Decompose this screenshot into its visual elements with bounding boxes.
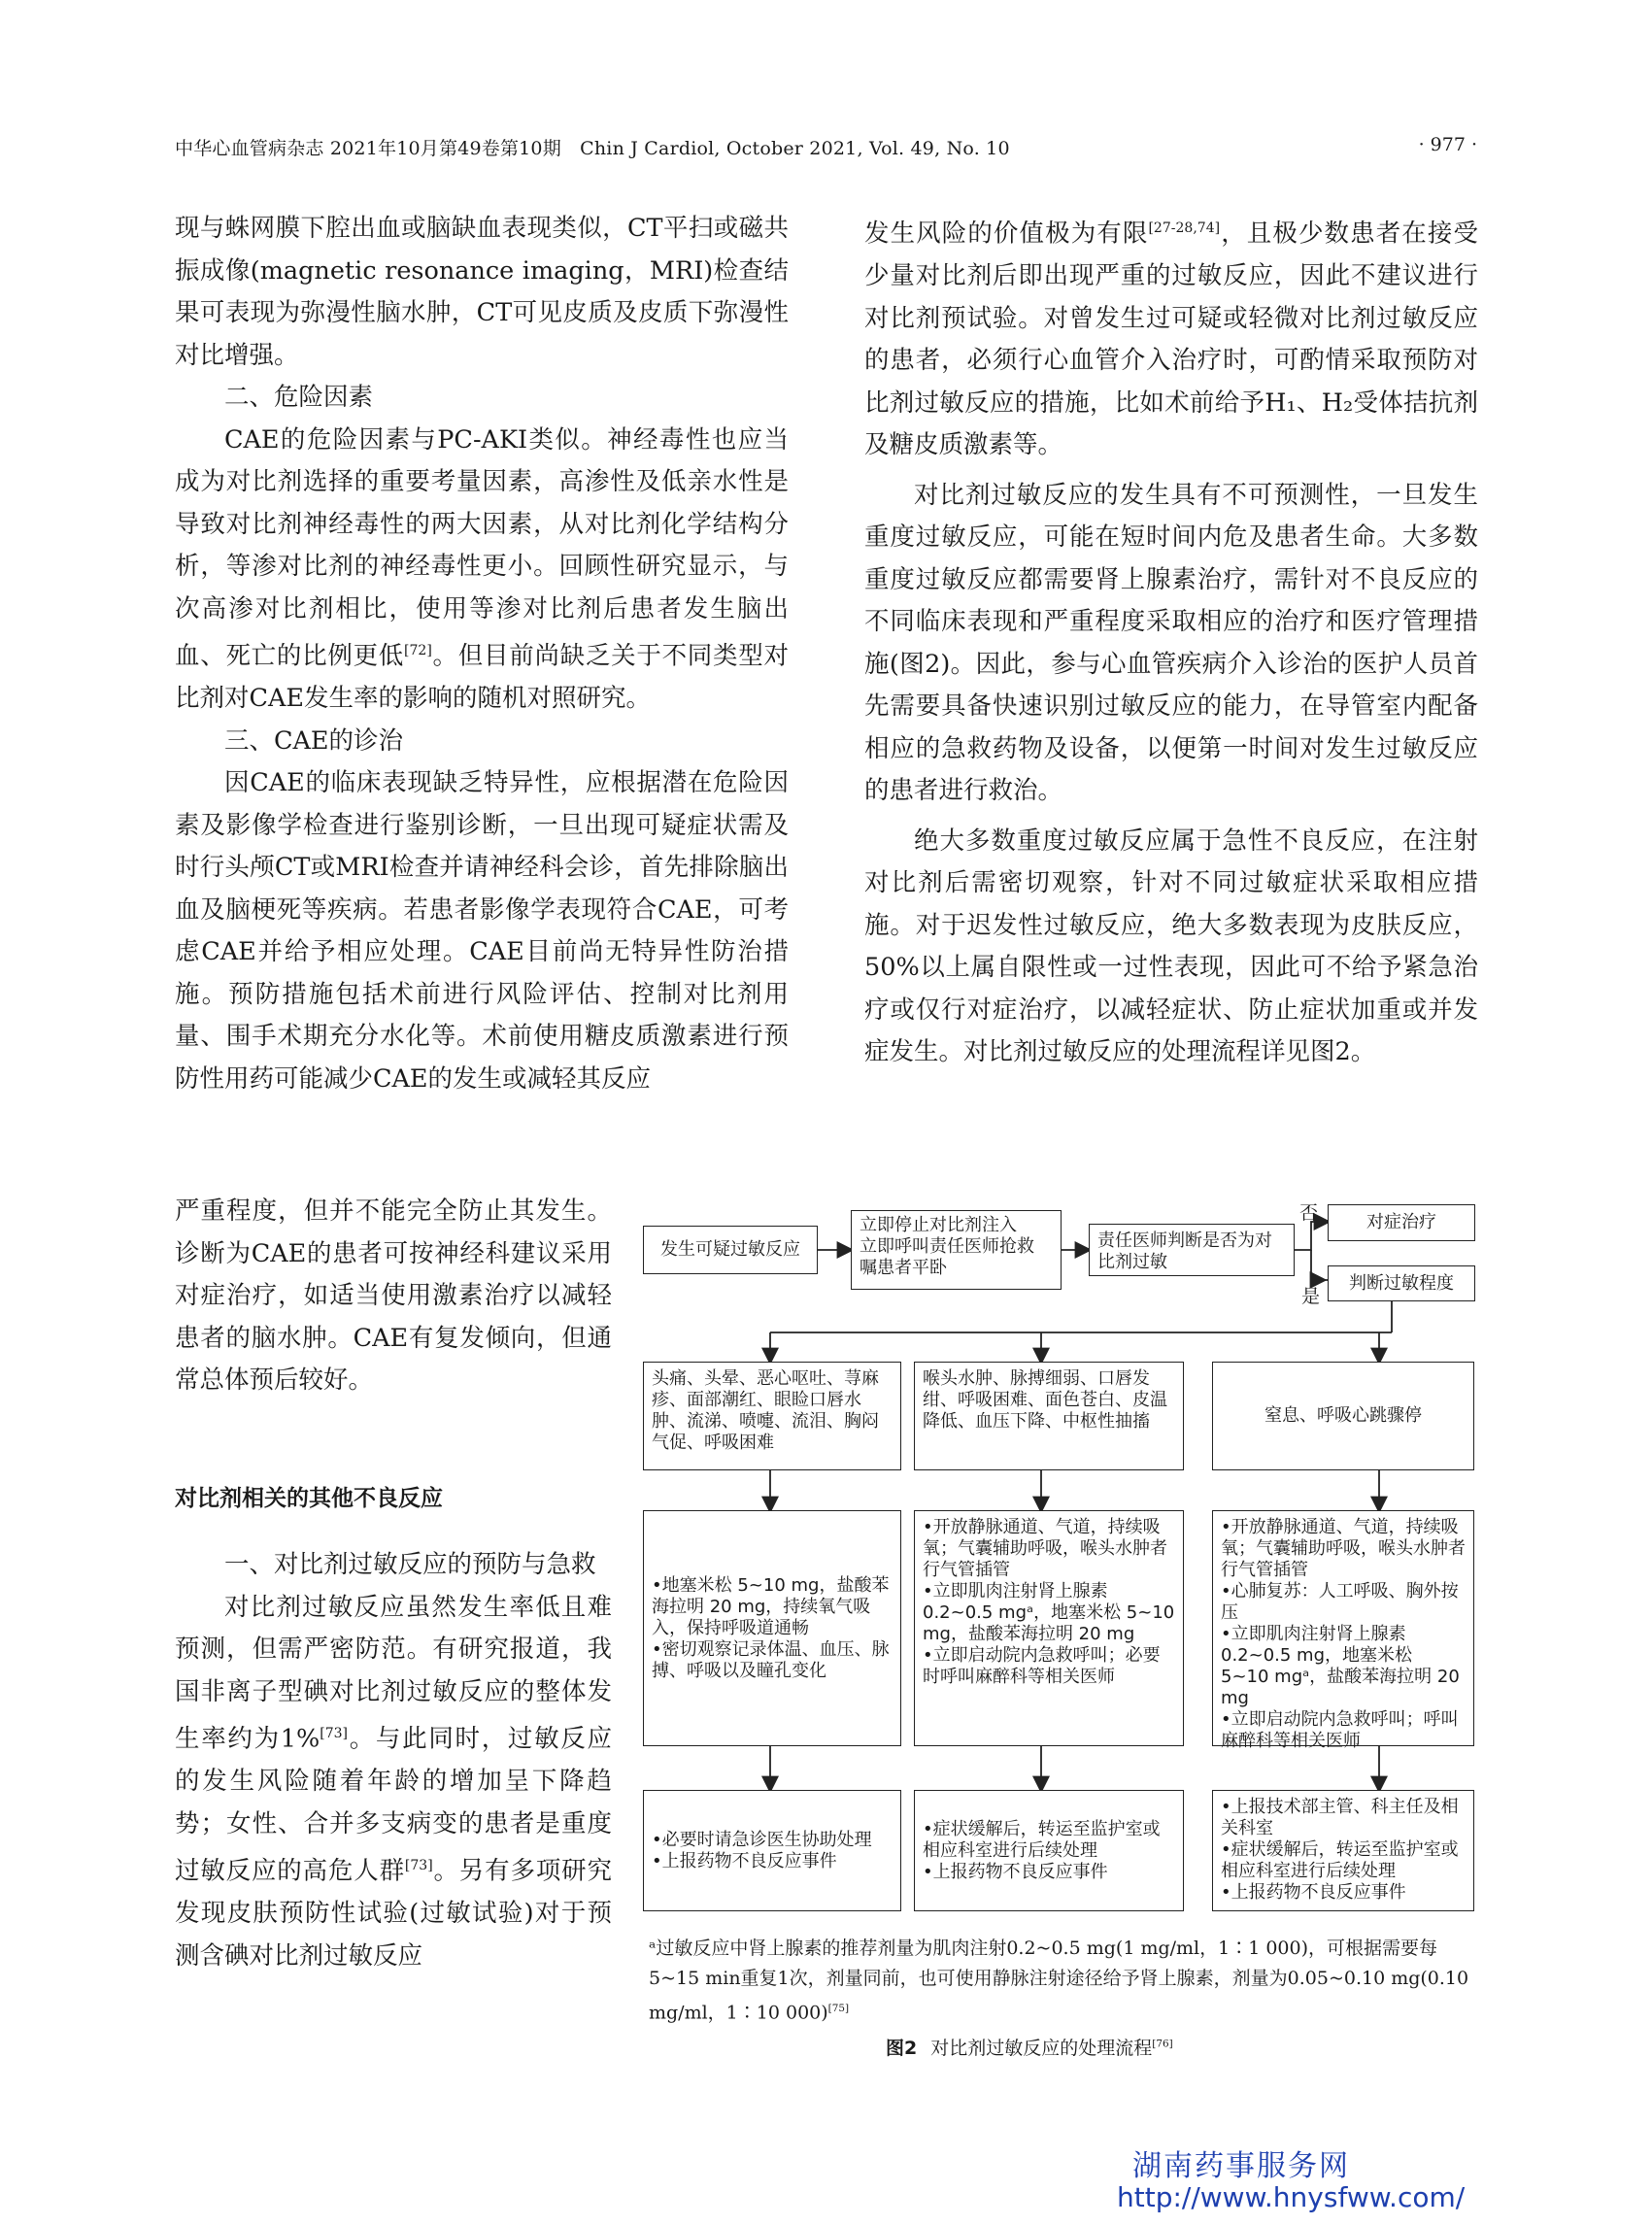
figure-caption: 图2 对比剂过敏反应的处理流程[76] [886,2038,1173,2059]
label-yes: 是 [1301,1286,1321,1307]
citation: [73] [320,1726,349,1741]
arrow [1295,1222,1328,1250]
paragraph: 因CAE的临床表现缺乏特异性，应根据潜在危险因素及影像学检查进行鉴别诊断，一旦出现可疑症状需及时行头颅CT或MRI检查并请神经科会诊，首先排除脑出血及脑梗死等疾病。若患者影像学表现符合CAE，可考虑CAE并给予相应处理。CAE目前尚无特异性防治措施。预防措施包括术前进行风险评估、控制对比剂用量、围手术期充分水化等。术前使用糖皮质激素进行预防性用药可能减少CAE的发生或减轻其反应 [175,768,789,1094]
figure-footnote: ᵃ过敏反应中肾上腺素的推荐剂量为肌肉注射0.2~0.5 mg(1 mg/ml，1∶1 000)，可根据需要每5~15 min重复1次，剂量同前，也可使用静脉注射途径给予肾上腺素，剂量为0.05~0.10 mg(0.10 mg/ml，1∶10 000)[75] [649,1938,1469,2024]
page-number: · 977 · [1418,134,1477,155]
node-symptomatic-treatment: 对症治疗 [1328,1204,1475,1241]
node-moderate-followup: •症状缓解后，转运至监护室或相应科室进行后续处理 •上报药物不良反应事件 [914,1790,1184,1911]
paragraph: 发生风险的价值极为有限[27-28,74]，且极少数患者在接受少量对比剂后即出现严重的过敏反应，因此不建议进行对比剂预试验。对曾发生过可疑或轻微对比剂过敏反应的患者，必须行心血管介入治疗时，可酌情采取预防对比剂过敏反应的措施，比如术前给予H₁、H₂受体拮抗剂及糖皮质激素等。 [864,219,1478,459]
node-mild-followup: •必要时请急诊医生协助处理 •上报药物不良反应事件 [643,1790,901,1911]
citation: [76] [1152,2038,1173,2050]
node-judge-allergy: 责任医师判断是否为对比剂过敏 [1089,1224,1295,1276]
node-judge-severity: 判断过敏程度 [1328,1265,1475,1301]
node-severe-followup: •上报技术部主管、科主任及相关科室 •症状缓解后，转运至监护室或相应科室进行后续处理 •上报药物不良反应事件 [1212,1790,1474,1911]
node-moderate-symptoms: 喉头水肿、脉搏细弱、口唇发绀、呼吸困难、面色苍白、皮温降低、血压下降、中枢性抽搐 [914,1362,1184,1470]
label-no: 否 [1299,1202,1319,1224]
watermark-name: 湖南药事服务网 [1132,2149,1350,2183]
citation: [73] [404,1858,433,1873]
section-heading: 二、危险因素 [224,383,374,412]
citation: [72] [404,643,432,658]
paragraph: 严重程度，但并不能完全防止其发生。诊断为CAE的患者可按神经科建议采用对症治疗，如适当使用激素治疗以减轻患者的脑水肿。CAE有复发倾向，但通常总体预后较好。 [175,1197,612,1395]
watermark-url[interactable]: http://www.hnysfww.com/ [1117,2181,1466,2213]
paragraph: 现与蛛网膜下腔出血或脑缺血表现类似，CT平扫或磁共振成像(magnetic resonance imaging，MRI)检查结果可表现为弥漫性脑水肿，CT可见皮质及皮质下弥漫性对比增强。 [175,214,789,370]
node-mild-symptoms: 头痛、头晕、恶心呕吐、荨麻疹、面部潮红、眼睑口唇水肿、流涕、喷嚏、流泪、胸闷气促、呼吸困难 [643,1362,901,1470]
node-stop-injection: 立即停止对比剂注入 立即呼叫责任医师抢救 嘱患者平卧 [851,1210,1062,1290]
paragraph: 对比剂过敏反应虽然发生率低且难预测，但需严密防范。有研究报道，我国非离子型碘对比剂过敏反应的整体发生率约为1%[73]。与此同时，过敏反应的发生风险随着年龄的增加呈下降趋势；女性、合并多支病变的患者是重度过敏反应的高危人群[73]。另有多项研究发现皮肤预防性试验(过敏试验)对于预测含碘对比剂过敏反应 [175,1592,612,1971]
paragraph: CAE的危险因素与PC-AKI类似。神经毒性也应当成为对比剂选择的重要考量因素，高渗性及低亲水性是导致对比剂神经毒性的两大因素，从对比剂化学结构分析，等渗对比剂的神经毒性更小。回顾性研究显示，与次高渗对比剂相比，使用等渗对比剂后患者发生脑出血、死亡的比例更低[72]。但目前尚缺乏关于不同类型对比剂对CAE发生率的影响的随机对照研究。 [175,424,789,713]
section-heading: 三、CAE的诊治 [224,725,404,756]
section-title: 对比剂相关的其他不良反应 [175,1486,443,1511]
node-severe-symptoms: 窒息、呼吸心跳骤停 [1212,1362,1474,1470]
node-moderate-treatment: •开放静脉通道、气道，持续吸氧；气囊辅助呼吸，喉头水肿者行气管插管 •立即肌肉注射肾上腺素 0.2~0.5 mgᵃ，地塞米松 5~10 mg，盐酸苯海拉明 20 mg •立即启动院内急救呼叫；必要时呼叫麻醉科等相关医师 [914,1510,1184,1746]
citation: [27-28,74] [1148,220,1221,236]
paragraph: 绝大多数重度过敏反应属于急性不良反应，在注射对比剂后需密切观察，针对不同过敏症状采取相应措施。对于迟发性过敏反应，绝大多数表现为皮肤反应，50%以上属自限性或一过性表现，因此可不给予紧急治疗或仅行对症治疗，以减轻症状、防止症状加重或并发症发生。对比剂过敏反应的处理流程详见图2。 [864,826,1478,1066]
node-mild-treatment: •地塞米松 5~10 mg，盐酸苯海拉明 20 mg，持续氧气吸入，保持呼吸道通畅 •密切观察记录体温、血压、脉搏、呼吸以及瞳孔变化 [643,1510,901,1746]
arrow [1311,1250,1328,1280]
running-header: 中华心血管病杂志 2021年10月第49卷第10期 Chin J Cardiol, October 2021, Vol. 49, No. 10 [175,138,1010,159]
node-suspect-reaction: 发生可疑过敏反应 [643,1226,818,1274]
section-heading: 一、对比剂过敏反应的预防与急救 [224,1550,596,1579]
citation: [75] [827,2003,850,2014]
node-severe-treatment: •开放静脉通道、气道，持续吸氧；气囊辅助呼吸，喉头水肿者行气管插管 •心肺复苏：人工呼吸、胸外按压 •立即肌肉注射肾上腺素 0.2~0.5 mg，地塞米松 5~10 mgᵃ，盐酸苯海拉明 20 mg •立即启动院内急救呼叫；呼叫麻醉科等相关医师 [1212,1510,1474,1746]
paragraph: 对比剂过敏反应的发生具有不可预测性，一旦发生重度过敏反应，可能在短时间内危及患者生命。大多数重度过敏反应都需要肾上腺素治疗，需针对不良反应的不同临床表现和严重程度采取相应的治疗和医疗管理措施(图2)。因此，参与心血管疾病介入诊治的医护人员首先需要具备快速识别过敏反应的能力，在导管室内配备相应的急救药物及设备，以便第一时间对发生过敏反应的患者进行救治。 [864,480,1478,805]
